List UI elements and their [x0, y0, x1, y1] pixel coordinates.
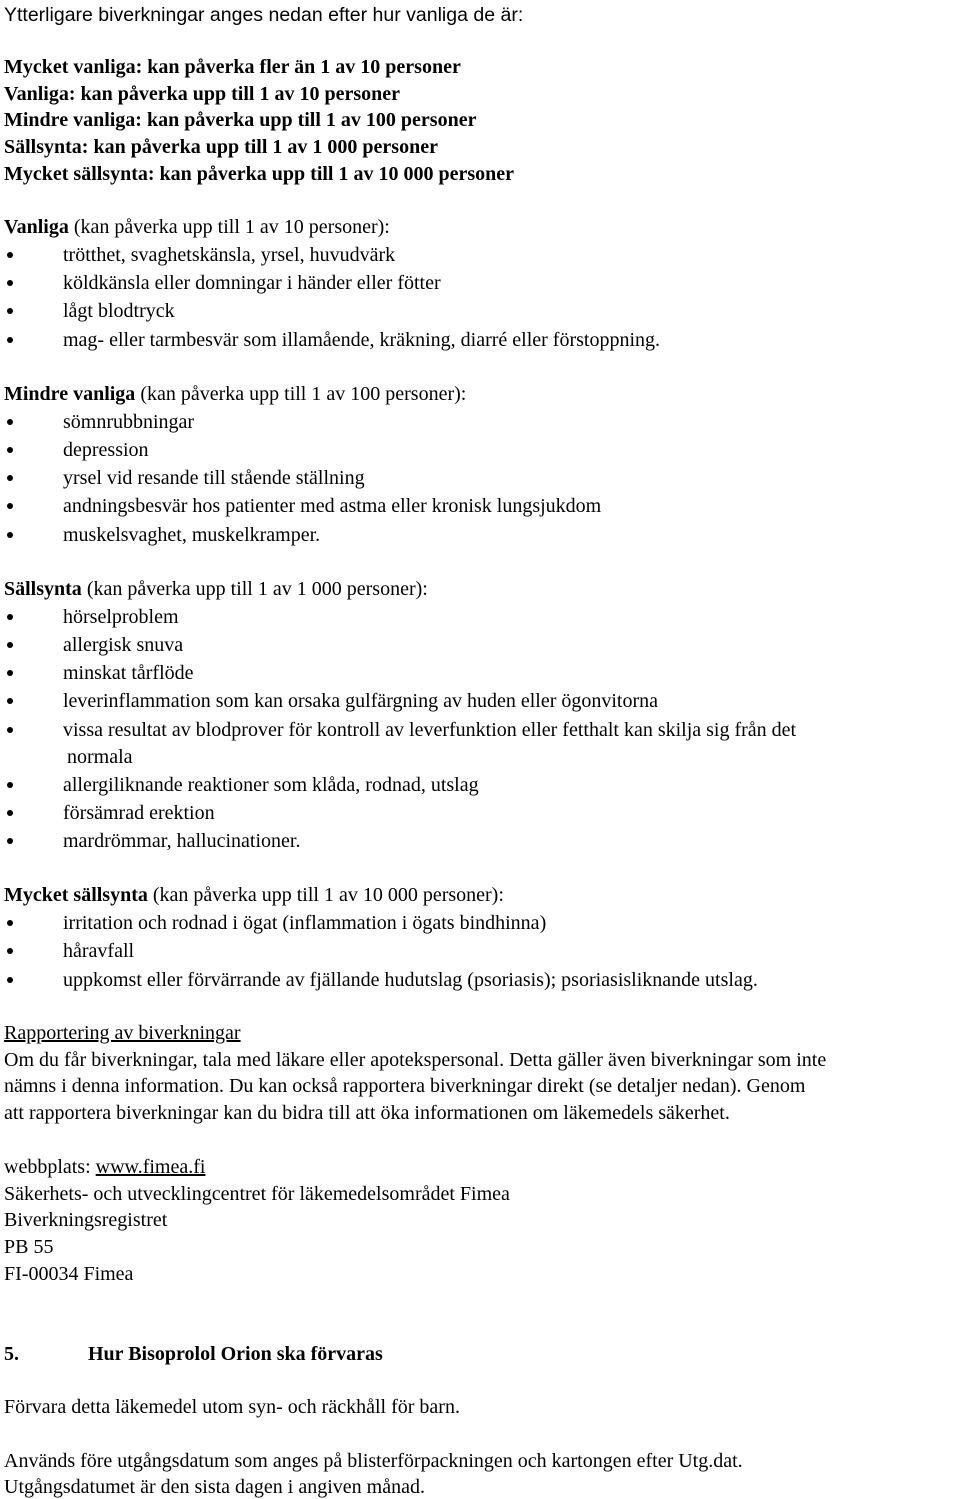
- bullet: [7, 977, 13, 983]
- rare-label: Sällsynta: [4, 578, 82, 600]
- frequency-legend-5: Mycket sällsynta: kan påverka upp till 1 av 10 000 personer: [4, 163, 515, 185]
- uncommon-item-5: muskelsvaghet, muskelkramper.: [63, 524, 321, 546]
- bullet: [7, 337, 13, 343]
- rare-item-4: leverinflammation som kan orsaka gulfärgning av huden eller ögonvitorna: [63, 690, 659, 712]
- reporting-line-2: nämns i denna information. Du kan också rapportera biverkningar direkt (se detaljer nedan). Genom: [4, 1075, 806, 1097]
- very-rare-heading: [4, 885, 504, 905]
- uncommon-item-3: yrsel vid resande till stående ställning: [63, 467, 365, 489]
- bullet: [7, 419, 13, 425]
- rare-heading: [4, 579, 428, 599]
- rare-item-2: allergisk snuva: [63, 634, 184, 656]
- intro-text: Ytterligare biverkningar anges nedan efter hur vanliga de är:: [4, 4, 524, 26]
- common-item-3: lågt blodtryck: [63, 300, 175, 322]
- storage-line-2: Används före utgångsdatum som anges på blisterförpackningen och kartongen efter Utg.dat.: [4, 1450, 743, 1472]
- bullet: [7, 782, 13, 788]
- section-title: Hur Bisoprolol Orion ska förvaras: [88, 1343, 383, 1365]
- very-rare-frequency: (kan påverka upp till 1 av 10 000 personer):: [147, 884, 504, 906]
- storage-line-1: Förvara detta läkemedel utom syn- och räckhåll för barn.: [4, 1396, 460, 1418]
- common-heading: [4, 217, 390, 237]
- rare-item-1: hörselproblem: [63, 606, 179, 628]
- website-link[interactable]: www.fimea.fi: [95, 1156, 206, 1178]
- reporting-heading: Rapportering av biverkningar: [4, 1022, 241, 1044]
- website-line: [4, 1157, 205, 1177]
- bullet: [7, 614, 13, 620]
- frequency-legend-3: Mindre vanliga: kan påverka upp till 1 av 100 personer: [4, 109, 477, 131]
- common-item-1: trötthet, svaghetskänsla, yrsel, huvudvärk: [63, 244, 396, 266]
- bullet: [7, 475, 13, 481]
- common-frequency: (kan påverka upp till 1 av 10 personer):: [68, 216, 390, 238]
- rare-item-3: minskat tårflöde: [63, 662, 194, 684]
- bullet: [7, 503, 13, 509]
- section-number: 5.: [4, 1343, 19, 1365]
- bullet: [7, 920, 13, 926]
- uncommon-item-1: sömnrubbningar: [63, 411, 195, 433]
- bullet: [7, 308, 13, 314]
- reporting-line-3: att rapportera biverkningar kan du bidra till att öka informationen om läkemedels säkerhet.: [4, 1102, 730, 1124]
- uncommon-item-4: andningsbesvär hos patienter med astma eller kronisk lungsjukdom: [63, 495, 602, 517]
- rare-item-5: vissa resultat av blodprover för kontroll av leverfunktion eller fetthalt kan skilja sig från det: [63, 719, 797, 741]
- reporting-line-1: Om du får biverkningar, tala med läkare eller apotekspersonal. Detta gäller även biverkningar som inte: [4, 1049, 827, 1071]
- rare-frequency: (kan påverka upp till 1 av 1 000 personer):: [81, 578, 428, 600]
- common-item-4: mag- eller tarmbesvär som illamående, kräkning, diarré eller förstoppning.: [63, 329, 661, 351]
- uncommon-heading: [4, 384, 466, 404]
- bullet: [7, 642, 13, 648]
- very-rare-label: Mycket sällsynta: [4, 884, 148, 906]
- rare-item-7: försämrad erektion: [63, 802, 215, 824]
- common-label: Vanliga: [4, 216, 69, 238]
- bullet: [7, 280, 13, 286]
- very-rare-item-2: håravfall: [63, 940, 135, 962]
- storage-line-3: Utgångsdatumet är den sista dagen i angiven månad.: [4, 1476, 425, 1498]
- rare-item-8: mardrömmar, hallucinationer.: [63, 830, 301, 852]
- website-label: webbplats:: [4, 1156, 96, 1178]
- uncommon-item-2: depression: [63, 439, 149, 461]
- contact-postal-code: FI-00034 Fimea: [4, 1263, 134, 1285]
- bullet: [7, 810, 13, 816]
- rare-item-6: allergiliknande reaktioner som klåda, rodnad, utslag: [63, 774, 479, 796]
- contact-organization: Säkerhets- och utvecklingcentret för läkemedelsområdet Fimea: [4, 1183, 510, 1205]
- uncommon-label: Mindre vanliga: [4, 383, 136, 405]
- very-rare-item-1: irritation och rodnad i ögat (inflammation i ögats bindhinna): [63, 912, 547, 934]
- very-rare-item-3: uppkomst eller förvärrande av fjällande hudutslag (psoriasis); psoriasisliknande utslag.: [63, 969, 758, 991]
- rare-item-5-continued: normala: [67, 746, 133, 768]
- bullet: [7, 532, 13, 538]
- bullet: [7, 727, 13, 733]
- bullet: [7, 838, 13, 844]
- bullet: [7, 948, 13, 954]
- bullet: [7, 670, 13, 676]
- frequency-legend-2: Vanliga: kan påverka upp till 1 av 10 personer: [4, 83, 400, 105]
- contact-po-box: PB 55: [4, 1236, 54, 1258]
- contact-registry: Biverkningsregistret: [4, 1209, 168, 1231]
- bullet: [7, 698, 13, 704]
- frequency-legend-1: Mycket vanliga: kan påverka fler än 1 av 10 personer: [4, 56, 461, 78]
- uncommon-frequency: (kan påverka upp till 1 av 100 personer):: [135, 383, 467, 405]
- bullet: [7, 252, 13, 258]
- frequency-legend-4: Sällsynta: kan påverka upp till 1 av 1 000 personer: [4, 136, 438, 158]
- bullet: [7, 447, 13, 453]
- common-item-2: köldkänsla eller domningar i händer eller fötter: [63, 272, 441, 294]
